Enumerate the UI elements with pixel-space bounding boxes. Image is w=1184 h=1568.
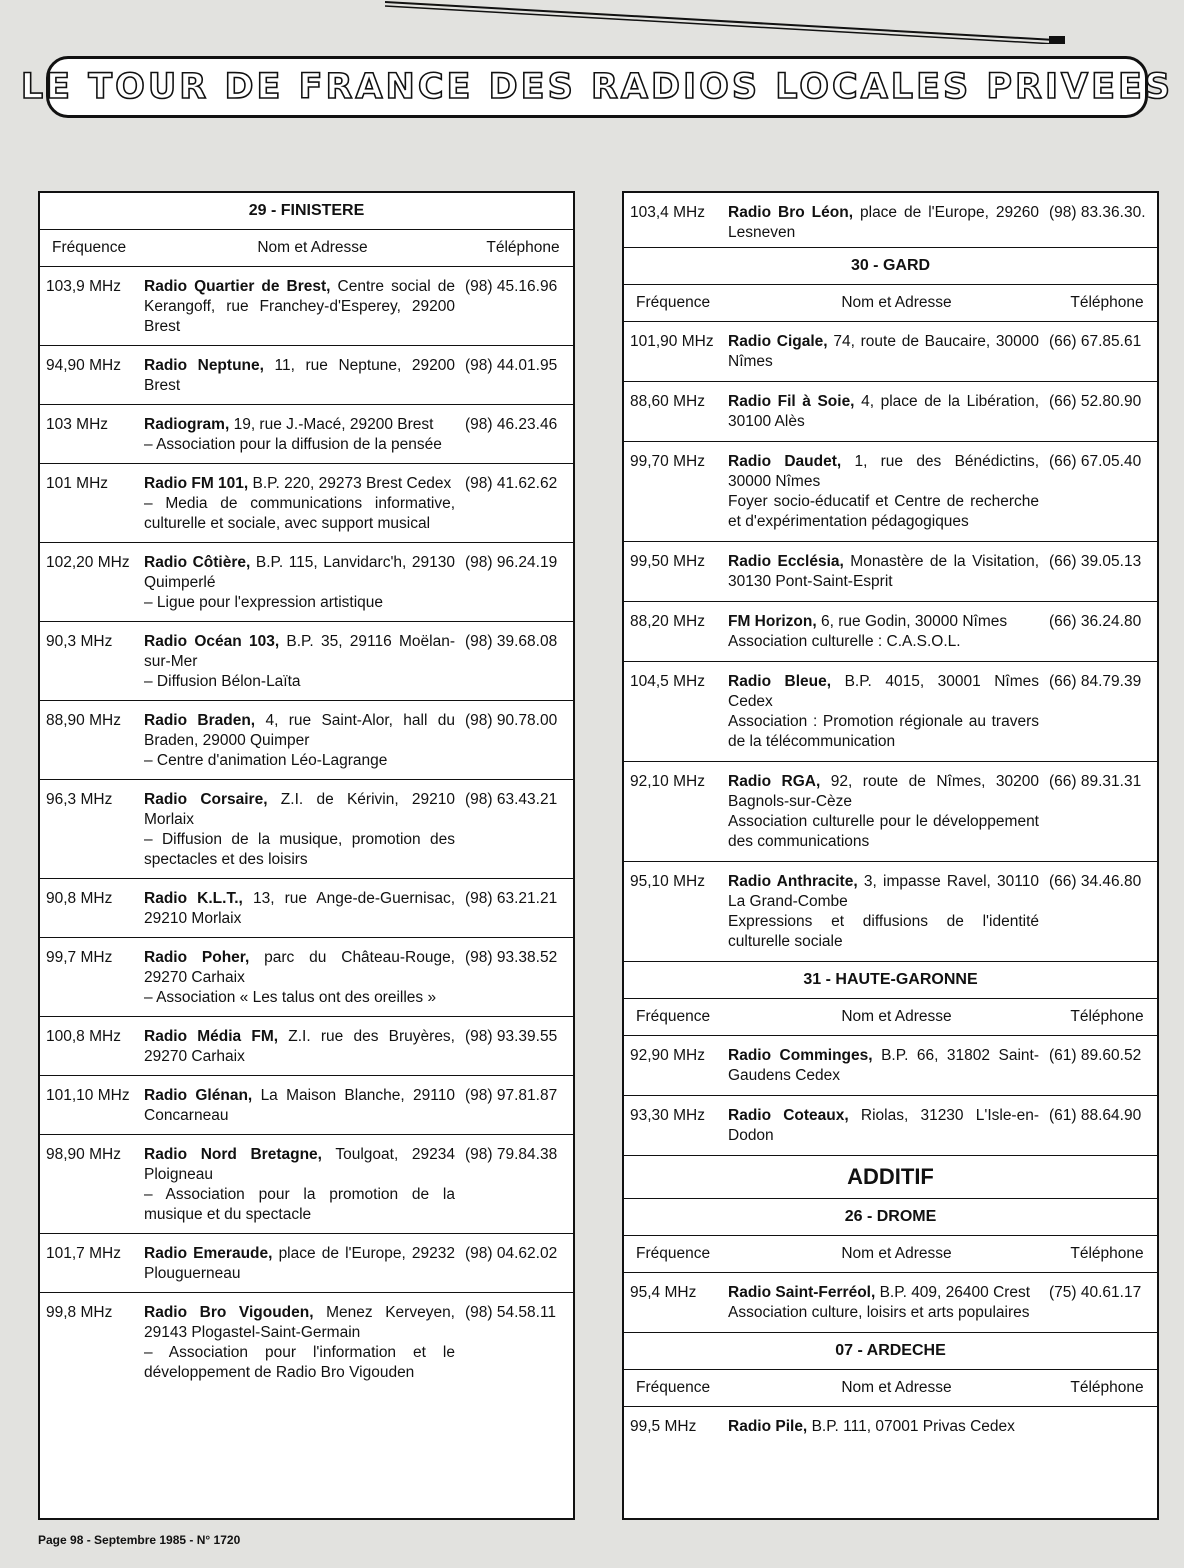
row-tel: (66) 84.79.39 — [1049, 673, 1142, 690]
row-note: Association : Promotion régionale au travers de la télécommunication — [728, 713, 1039, 750]
row-tel: (66) 67.05.40 — [1049, 453, 1142, 470]
table-header — [624, 999, 1157, 1036]
row-note: – Diffusion de la musique, promotion des spectacles et des loisirs — [144, 831, 455, 868]
row-station-name: Radio K.L.T., — [144, 890, 243, 907]
row-freq: 103 MHz — [46, 416, 109, 433]
row-tel: (98) 63.21.21 — [465, 890, 558, 907]
row-address: 3, impasse Ravel, 30110 La Grand-Combe — [728, 873, 1040, 910]
row-station-name: Radio Glénan, — [144, 1087, 253, 1104]
row-freq: 104,5 MHz — [630, 673, 705, 690]
row-address: Menez Kerveyen, 29143 Plogastel-Saint-Germain — [144, 1304, 455, 1341]
row-station-name: Radio Coteaux, — [728, 1107, 849, 1124]
row-note: – Diffusion Bélon-Laïta — [144, 673, 301, 690]
row-station-name: Radio Pile, — [728, 1418, 808, 1435]
row-tel: (66) 34.46.80 — [1049, 873, 1142, 890]
row-freq: 88,90 MHz — [46, 712, 121, 729]
row-freq: 101,7 MHz — [46, 1245, 121, 1262]
row-name-address — [144, 277, 461, 337]
table-row — [624, 442, 1157, 542]
row-tel: (98) 63.43.21 — [465, 791, 558, 808]
row-note: – Association pour la promotion de la musique et du spectacle — [144, 1186, 455, 1223]
row-note: – Media de communications informative, culturelle et sociale, avec support musical — [144, 495, 455, 532]
header-name: Nom et Adresse — [841, 1008, 952, 1025]
table-row — [624, 602, 1157, 662]
row-address: Z.I. rue des Bruyères, 29270 Carhaix — [144, 1028, 455, 1065]
row-freq: 92,10 MHz — [630, 773, 705, 790]
row-station-name: Radio Côtière, — [144, 554, 251, 571]
row-address: B.P. 409, 26400 Crest — [879, 1284, 1031, 1301]
row-freq: 99,5 MHz — [630, 1418, 697, 1435]
row-tel: (98) 83.36.30. — [1049, 204, 1146, 221]
row-tel: (98) 04.62.02 — [465, 1245, 558, 1262]
row-note: Expressions et diffusions de l'identité culturelle sociale — [728, 913, 1039, 950]
page-title: LE TOUR DE FRANCE DES RADIOS LOCALES PRIVEES — [20, 67, 1174, 107]
row-tel: (98) 45.16.96 — [465, 278, 558, 295]
row-name-address — [728, 1283, 1045, 1323]
section-title-haute-garonne: 31 - HAUTE-GARONNE — [624, 962, 1157, 999]
table-row — [40, 1076, 573, 1135]
row-name-address — [144, 1027, 461, 1067]
row-address: B.P. 111, 07001 Privas Cedex — [811, 1418, 1015, 1435]
header-freq: Fréquence — [52, 239, 127, 256]
table-row — [624, 1407, 1157, 1446]
finistere-rows — [40, 267, 573, 1391]
table-row — [40, 622, 573, 701]
row-name-address — [728, 1417, 1045, 1437]
row-freq: 102,20 MHz — [46, 554, 130, 571]
row-station-name: Radio Poher, — [144, 949, 250, 966]
right-column-table — [622, 191, 1159, 1520]
header-freq: Fréquence — [636, 1008, 711, 1025]
row-name-address — [144, 1303, 461, 1383]
header-name: Nom et Adresse — [841, 294, 952, 311]
row-tel: (98) 97.81.87 — [465, 1087, 558, 1104]
row-station-name: Radio Bleue, — [728, 673, 832, 690]
header-name: Nom et Adresse — [257, 239, 368, 256]
row-address: 4, place de la Libération, 30100 Alès — [728, 393, 1040, 430]
header-name: Nom et Adresse — [841, 1379, 952, 1396]
row-station-name: Radio Bro Vigouden, — [144, 1304, 314, 1321]
row-station-name: Radio Comminges, — [728, 1047, 873, 1064]
row-freq: 103,9 MHz — [46, 278, 121, 295]
table-row — [624, 662, 1157, 762]
row-freq: 96,3 MHz — [46, 791, 113, 808]
row-name-address — [728, 203, 1045, 243]
row-address: place de l'Europe, 29260 Lesneven — [728, 204, 1039, 241]
row-address: La Maison Blanche, 29110 Concarneau — [144, 1087, 455, 1124]
row-station-name: Radio Emeraude, — [144, 1245, 273, 1262]
row-tel: (98) 39.68.08 — [465, 633, 558, 650]
row-tel: (66) 39.05.13 — [1049, 553, 1142, 570]
row-name-address — [144, 553, 461, 613]
row-tel: (98) 46.23.46 — [465, 416, 558, 433]
row-name-address — [728, 1106, 1045, 1146]
row-station-name: Radio Braden, — [144, 712, 256, 729]
row-address: 74, route de Baucaire, 30000 Nîmes — [728, 333, 1039, 370]
section-title-finistere: 29 - FINISTERE — [40, 193, 573, 230]
row-address: parc du Château-Rouge, 29270 Carhaix — [144, 949, 455, 986]
row-tel: (66) 52.80.90 — [1049, 393, 1142, 410]
row-name-address — [728, 872, 1045, 952]
row-address: B.P. 115, Lanvidarc'h, 29130 Quimperlé — [144, 554, 455, 591]
row-note: – Association pour l'information et le développement de Radio Bro Vigouden — [144, 1344, 455, 1381]
row-station-name: Radio Daudet, — [728, 453, 842, 470]
row-station-name: FM Horizon, — [728, 613, 817, 630]
row-address: B.P. 66, 31802 Saint-Gaudens Cedex — [728, 1047, 1039, 1084]
row-freq: 92,90 MHz — [630, 1047, 705, 1064]
row-station-name: Radio Ecclésia, — [728, 553, 844, 570]
table-row — [624, 1096, 1157, 1155]
row-freq: 103,4 MHz — [630, 204, 705, 221]
row-address: 1, rue des Bénédictins, 30000 Nîmes — [728, 453, 1040, 490]
row-name-address — [728, 332, 1045, 372]
row-note: Association culturelle : C.A.S.O.L. — [728, 633, 961, 650]
table-row — [40, 1234, 573, 1293]
row-address: 19, rue J.-Macé, 29200 Brest — [233, 416, 434, 433]
table-row — [40, 346, 573, 405]
row-station-name: Radio Cigale, — [728, 333, 828, 350]
row-station-name: Radio Bro Léon, — [728, 204, 854, 221]
row-tel: (98) 41.62.62 — [465, 475, 558, 492]
row-name-address — [728, 612, 1045, 652]
additif-title: ADDITIF — [624, 1156, 1157, 1199]
header-tel: Téléphone — [1070, 1245, 1144, 1262]
row-tel — [1045, 1417, 1157, 1437]
row-name-address — [144, 790, 461, 870]
table-row — [40, 879, 573, 938]
row-address: 4, rue Saint-Alor, hall du Braden, 29000 Quimper — [144, 712, 455, 749]
row-name-address — [728, 672, 1045, 752]
row-tel: (75) 40.61.17 — [1049, 1284, 1142, 1301]
row-address: 6, rue Godin, 30000 Nîmes — [821, 613, 1008, 630]
row-address: B.P. 220, 29273 Brest Cedex — [252, 475, 452, 492]
row-freq: 88,60 MHz — [630, 393, 705, 410]
row-name-address — [728, 1046, 1045, 1086]
row-station-name: Radio Océan 103, — [144, 633, 280, 650]
table-row — [40, 1135, 573, 1234]
row-tel: (61) 89.60.52 — [1049, 1047, 1142, 1064]
row-freq: 88,20 MHz — [630, 613, 705, 630]
row-tel: (98) 44.01.95 — [465, 357, 558, 374]
row-station-name: Radio Nord Bretagne, — [144, 1146, 322, 1163]
row-tel: (66) 67.85.61 — [1049, 333, 1142, 350]
gard-rows — [624, 322, 1157, 962]
row-tel: (98) 90.78.00 — [465, 712, 558, 729]
row-note: – Association pour la diffusion de la pensée — [144, 436, 442, 453]
header-banner — [20, 56, 1174, 118]
table-row — [40, 701, 573, 780]
row-name-address — [728, 772, 1045, 852]
header-tel: Téléphone — [1070, 294, 1144, 311]
table-row — [624, 322, 1157, 382]
row-name-address — [144, 889, 461, 929]
table-row — [624, 542, 1157, 602]
table-row — [40, 938, 573, 1017]
row-tel: (61) 88.64.90 — [1049, 1107, 1142, 1124]
row-address: place de l'Europe, 29232 Plouguerneau — [144, 1245, 455, 1282]
row-station-name: Radio Anthracite, — [728, 873, 858, 890]
row-name-address — [144, 474, 461, 534]
row-station-name: Radio Corsaire, — [144, 791, 268, 808]
row-note: Association culturelle pour le développement des communications — [728, 813, 1039, 850]
row-name-address — [144, 1145, 461, 1225]
row-note: – Centre d'animation Léo-Lagrange — [144, 752, 388, 769]
page-footer: Page 98 - Septembre 1985 - N° 1720 — [38, 1533, 241, 1547]
row-freq: 99,7 MHz — [46, 949, 113, 966]
row-freq: 98,90 MHz — [46, 1146, 121, 1163]
table-header — [40, 230, 573, 267]
haute-garonne-rows — [624, 1036, 1157, 1156]
row-station-name: Radio Saint-Ferréol, — [728, 1284, 876, 1301]
row-station-name: Radio Neptune, — [144, 357, 264, 374]
table-row — [40, 1017, 573, 1076]
table-header — [624, 1236, 1157, 1273]
row-freq: 99,70 MHz — [630, 453, 705, 470]
row-station-name: Radio Fil à Soie, — [728, 393, 855, 410]
table-row — [624, 1273, 1157, 1332]
header-tel: Téléphone — [486, 239, 560, 256]
row-freq: 99,8 MHz — [46, 1304, 113, 1321]
row-name-address — [144, 948, 461, 1008]
table-row — [624, 862, 1157, 961]
row-tel: (66) 89.31.31 — [1049, 773, 1142, 790]
row-note: Foyer socio-éducatif et Centre de recherche et d'expérimentation pédagogiques — [728, 493, 1039, 530]
row-name-address — [144, 711, 461, 771]
header-freq: Fréquence — [636, 294, 711, 311]
row-name-address — [144, 632, 461, 692]
row-address: B.P. 4015, 30001 Nîmes Cedex — [728, 673, 1039, 710]
row-tel: (66) 36.24.80 — [1049, 613, 1142, 630]
row-address: Monastère de la Visitation, 30130 Pont-Saint-Esprit — [728, 553, 1040, 590]
row-address: Centre social de Kerangoff, rue Franchey-d'Esperey, 29200 Brest — [144, 278, 455, 335]
table-row — [624, 1036, 1157, 1096]
row-name-address — [144, 356, 461, 396]
row-name-address — [144, 1086, 461, 1126]
row-name-address — [728, 392, 1045, 432]
row-freq: 101,90 MHz — [630, 333, 714, 350]
row-freq: 101 MHz — [46, 475, 109, 492]
table-row — [624, 762, 1157, 862]
row-freq: 95,10 MHz — [630, 873, 705, 890]
row-address: 92, route de Nîmes, 30200 Bagnols-sur-Cèze — [728, 773, 1039, 810]
section-title-drome: 26 - DROME — [624, 1199, 1157, 1236]
row-station-name: Radio RGA, — [728, 773, 821, 790]
table-header — [624, 1370, 1157, 1407]
table-row — [40, 780, 573, 879]
header-freq: Fréquence — [636, 1379, 711, 1396]
header-tel: Téléphone — [1070, 1379, 1144, 1396]
row-freq: 95,4 MHz — [630, 1284, 697, 1301]
row-address: Riolas, 31230 L'Isle-en-Dodon — [728, 1107, 1039, 1144]
table-row — [40, 543, 573, 622]
row-address: Z.I. de Kérivin, 29210 Morlaix — [144, 791, 455, 828]
row-address: Toulgoat, 29234 Ploigneau — [144, 1146, 455, 1183]
section-title-ardeche: 07 - ARDECHE — [624, 1333, 1157, 1370]
table-row — [40, 1293, 573, 1391]
row-station-name: Radiogram, — [144, 416, 230, 433]
row-freq: 100,8 MHz — [46, 1028, 121, 1045]
row-address: B.P. 35, 29116 Moëlan-sur-Mer — [144, 633, 455, 670]
row-tel: (98) 93.38.52 — [465, 949, 558, 966]
row-freq: 90,3 MHz — [46, 633, 113, 650]
row-station-name: Radio Quartier de Brest, — [144, 278, 331, 295]
row-address: 11, rue Neptune, 29200 Brest — [144, 357, 456, 394]
antenna-icon — [385, 0, 1085, 44]
header-freq: Fréquence — [636, 1245, 711, 1262]
row-freq: 93,30 MHz — [630, 1107, 705, 1124]
table-row — [624, 193, 1157, 248]
table-header — [624, 285, 1157, 322]
section-title-gard: 30 - GARD — [624, 248, 1157, 285]
row-freq: 101,10 MHz — [46, 1087, 130, 1104]
row-tel: (98) 54.58.11 — [465, 1304, 557, 1321]
row-tel: (98) 96.24.19 — [465, 554, 558, 571]
table-row — [624, 382, 1157, 442]
row-note: – Association « Les talus ont des oreilles » — [144, 989, 437, 1006]
drome-rows — [624, 1273, 1157, 1333]
row-note: – Ligue pour l'expression artistique — [144, 594, 384, 611]
row-name-address — [728, 452, 1045, 532]
row-freq: 90,8 MHz — [46, 890, 113, 907]
row-station-name: Radio FM 101, — [144, 475, 249, 492]
table-row — [40, 464, 573, 543]
row-name-address — [144, 1244, 461, 1284]
row-name-address — [728, 552, 1045, 592]
row-tel: (98) 79.84.38 — [465, 1146, 558, 1163]
left-column-table — [38, 191, 575, 1520]
row-station-name: Radio Média FM, — [144, 1028, 279, 1045]
table-row — [40, 267, 573, 346]
row-name-address — [144, 415, 461, 455]
table-row — [40, 405, 573, 464]
ardeche-rows — [624, 1407, 1157, 1446]
row-freq: 94,90 MHz — [46, 357, 121, 374]
row-address: 13, rue Ange-de-Guernisac, 29210 Morlaix — [144, 890, 456, 927]
header-tel: Téléphone — [1070, 1008, 1144, 1025]
row-freq: 99,50 MHz — [630, 553, 705, 570]
row-note: Association culture, loisirs et arts populaires — [728, 1304, 1030, 1321]
row-tel: (98) 93.39.55 — [465, 1028, 558, 1045]
header-name: Nom et Adresse — [841, 1245, 952, 1262]
